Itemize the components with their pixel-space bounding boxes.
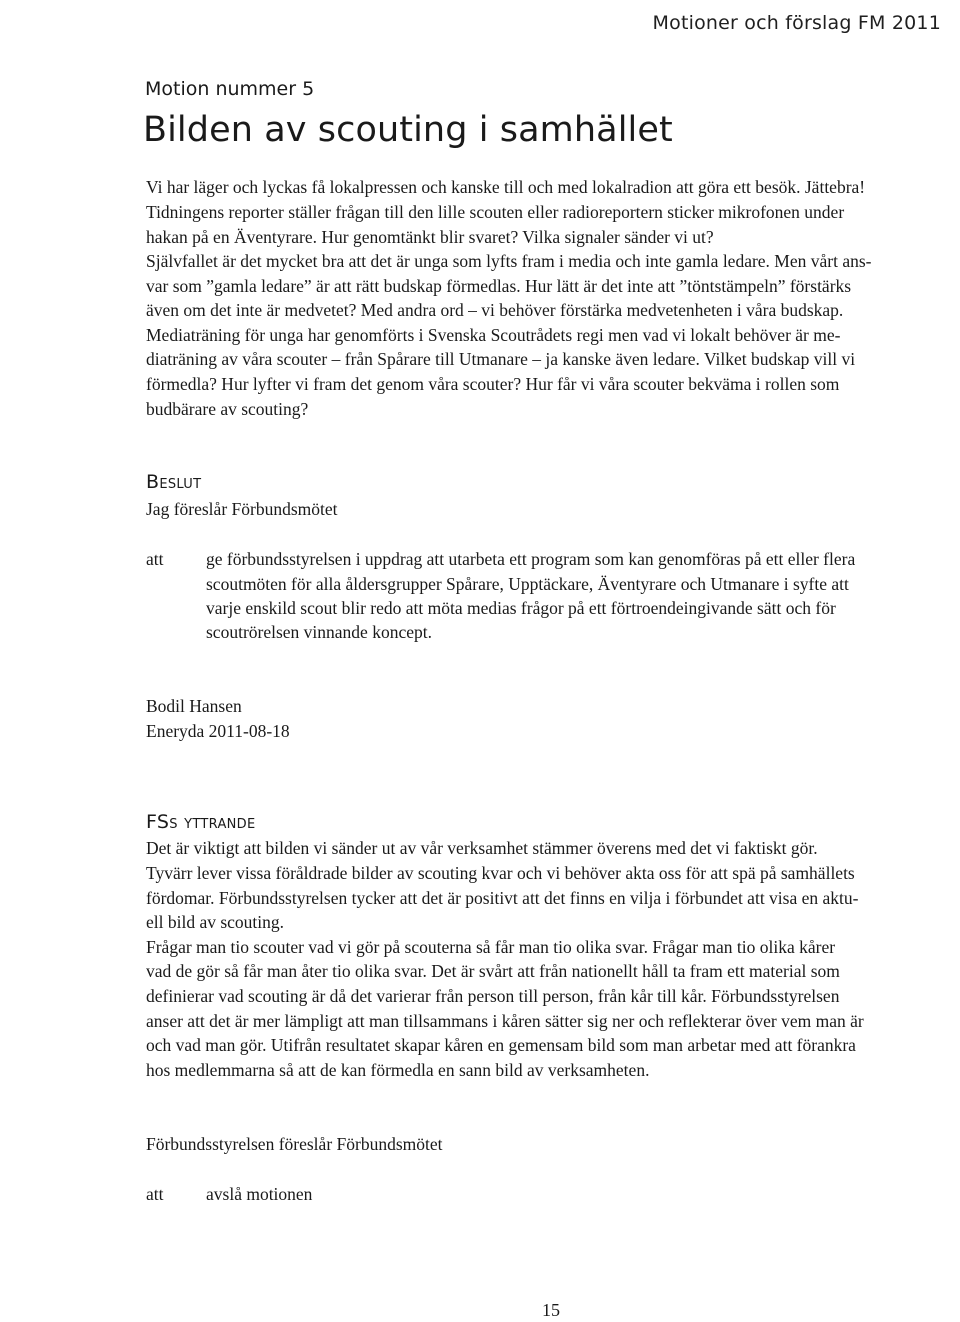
motion-number: Motion nummer 5 [145, 78, 315, 100]
body-line: Frågar man tio scouter vad vi gör på scouterna så får man tio olika svar. Frågar man tio olika kårer [146, 937, 836, 957]
body-line: hos medlemmarna så att de kan förmedla en sann bild av verksamheten. [146, 1060, 650, 1080]
running-header: Motioner och förslag FM 2011 [652, 12, 941, 34]
signature-name: Bodil Hansen [146, 696, 242, 716]
recommendation-intro: Förbundsstyrelsen föreslår Förbundsmötet [146, 1134, 443, 1154]
body-line: Det är viktigt att bilden vi sänder ut av vår verksamhet stämmer överens med det vi faktiskt gör. [146, 838, 818, 858]
body-line: även om det inte är medvetet? Med andra ord – vi behöver förstärka medvetenheten i våra budskap. [146, 300, 844, 320]
beslut-intro: Jag föreslår Förbundsmötet [146, 499, 338, 519]
body-line: fördomar. Förbundsstyrelsen tycker att det är positivt att det finns en vilja i förbundet att visa en aktu- [146, 888, 859, 908]
att-label: att [146, 1184, 164, 1204]
recommendation-text: avslå motionen [206, 1184, 313, 1204]
body-line: anser att det är mer lämpligt att man tillsammans i kåren sätter sig ner och reflekterar över vem man är [146, 1011, 864, 1031]
body-line: budbärare av scouting? [146, 399, 309, 419]
body-line: definierar vad scouting är då det varierar från person till person, från kår till kår. Förbundsstyrelsen [146, 986, 840, 1006]
body-line: Vi har läger och lyckas få lokalpressen och kanske till och med lokalradion att göra ett besök. Jättebra! [146, 177, 866, 197]
body-line: diaträning av våra scouter – från Spårare till Utmanare – ja kanske även ledare. Vilket budskap vill vi [146, 349, 856, 369]
page-number: 15 [542, 1300, 560, 1320]
proposal-line: scoutrörelsen vinnande koncept. [206, 622, 432, 642]
fs-yttrande-heading: FSs yttrande [146, 811, 256, 833]
body-line: Tidningens reporter ställer frågan till den lille scouten eller radioreportern sticker mikrofonen under [146, 202, 845, 222]
motion-title: Bilden av scouting i samhället [143, 110, 673, 150]
body-line: var som ”gamla ledare” är att rätt budskap förmedlas. Hur lätt är det inte att ”töntstämpeln” förstärks [146, 276, 852, 296]
body-line: Mediaträning för unga har genomförts i Svenska Scoutrådets regi men vad vi lokalt behöver är me- [146, 325, 841, 345]
body-line: Tyvärr lever vissa föråldrade bilder av scouting kvar och vi behöver akta oss för att spä på samhällets [146, 863, 855, 883]
signature-place-date: Eneryda 2011-08-18 [146, 721, 290, 741]
proposal-line: varje enskild scout blir redo att möta medias frågor på ett förtroendeingivande sätt och för [206, 598, 836, 618]
proposal-line: ge förbundsstyrelsen i uppdrag att utarbeta ett program som kan genomföras på ett eller flera [206, 549, 856, 569]
body-line: ell bild av scouting. [146, 912, 285, 932]
proposal-line: scoutmöten för alla åldersgrupper Spårare, Upptäckare, Äventyrare och Utmanare i syfte att [206, 574, 849, 594]
body-line: förmedla? Hur lyfter vi fram det genom våra scouter? Hur får vi våra scouter bekväma i rollen som [146, 374, 840, 394]
body-line: och vad man gör. Utifrån resultatet skapar kåren en gemensam bild som man arbetar med att förankra [146, 1035, 856, 1055]
body-line: hakan på en Äventyrare. Hur genomtänkt blir svaret? Vilka signaler sänder vi ut? [146, 227, 714, 247]
att-label: att [146, 549, 164, 569]
body-line: vad de gör så får man åter tio olika svar. Det är svårt att från nationellt håll ta fram ett material som [146, 961, 840, 981]
body-line: Självfallet är det mycket bra att det är unga som lyfts fram i media och inte gamla ledare. Men vårt ans- [146, 251, 872, 271]
beslut-heading: Beslut [146, 471, 202, 493]
